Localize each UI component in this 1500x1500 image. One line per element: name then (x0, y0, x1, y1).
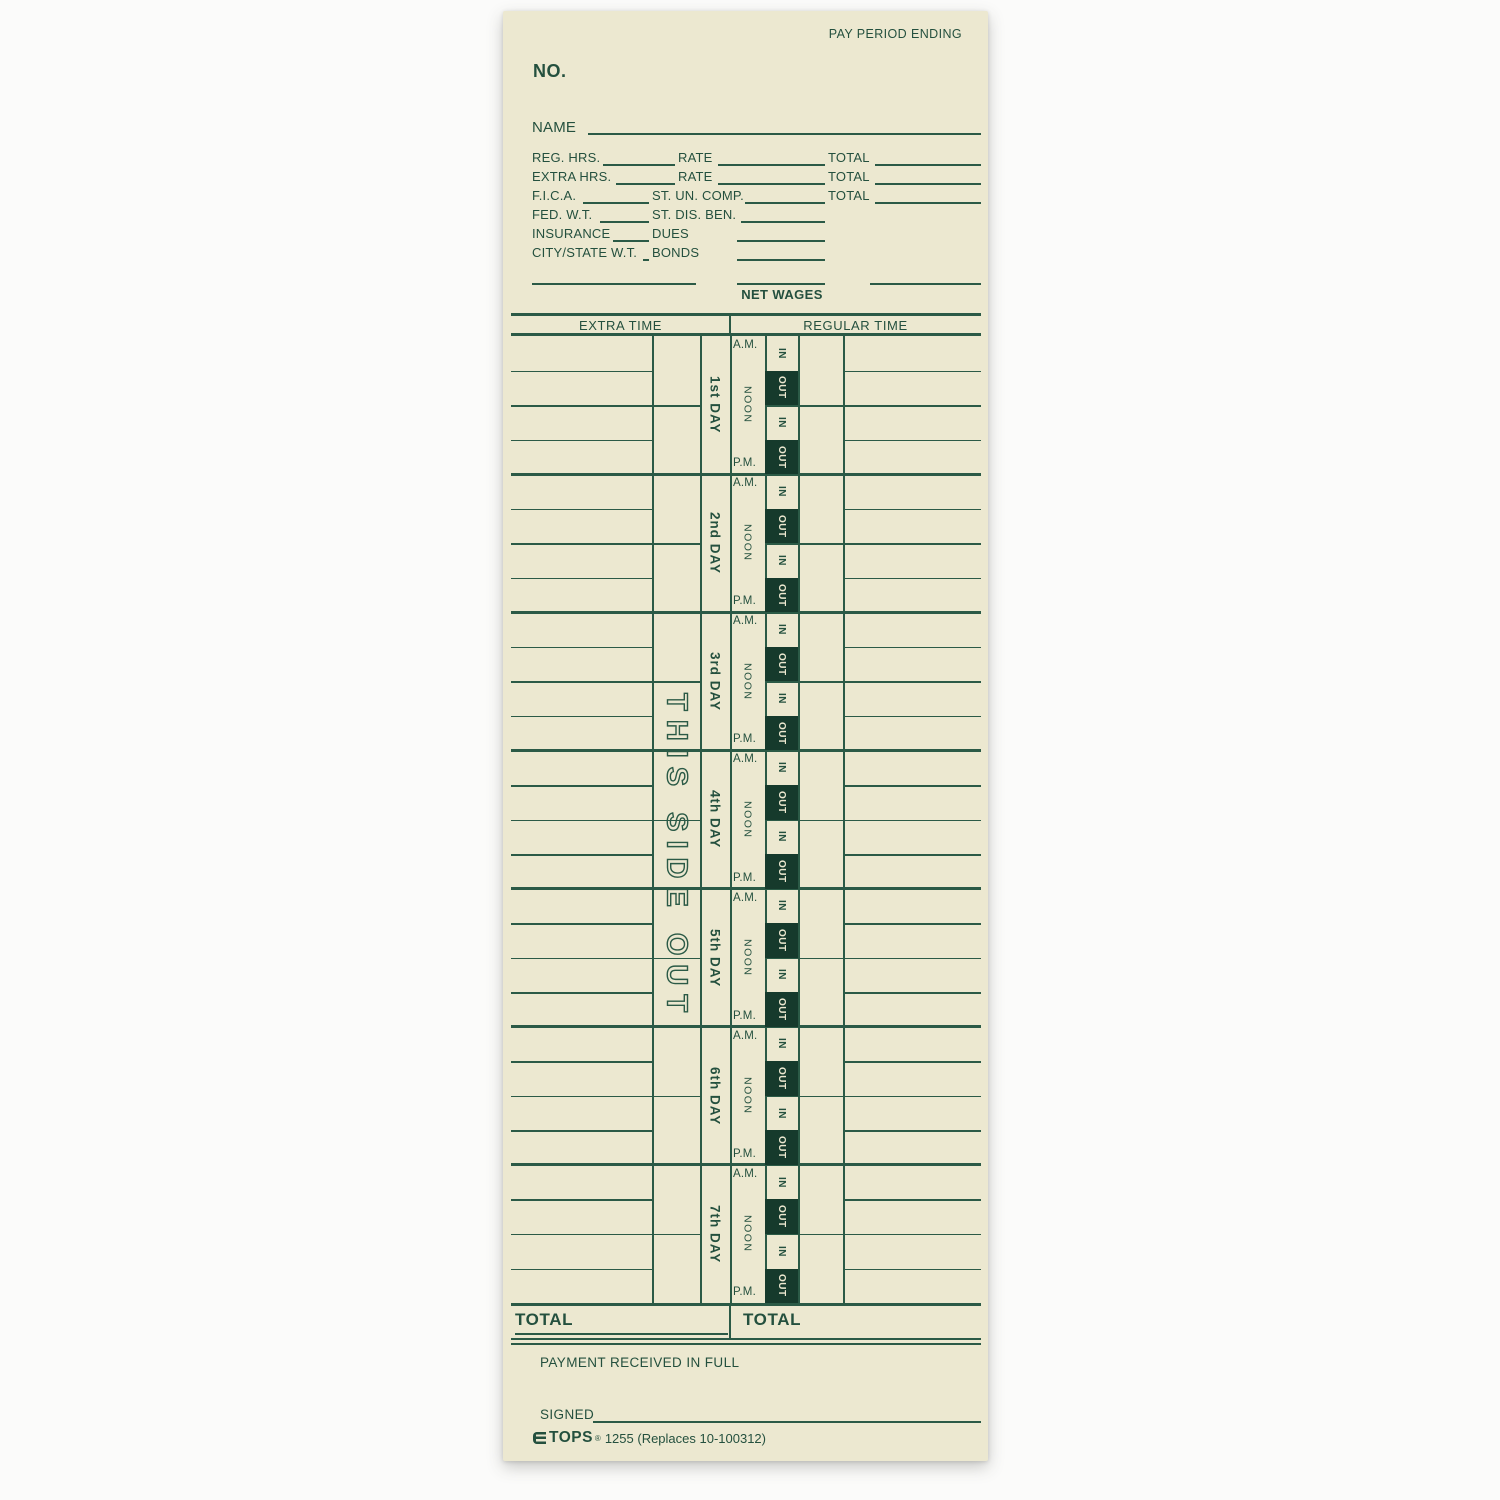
vertical-text: IN (776, 969, 787, 981)
extra-time-row-line (511, 992, 652, 994)
total-row-top-rule (511, 1303, 981, 1306)
vertical-text: 5th DAY (707, 928, 723, 987)
punch-out-cell (765, 1199, 798, 1234)
vertical-text: NOON (741, 1077, 754, 1115)
period-label-noon (730, 923, 765, 992)
punch-in-cell (765, 958, 798, 993)
payroll-label: ST. DIS. BEN. (652, 207, 737, 222)
payroll-label: TOTAL (828, 150, 870, 165)
header-band-top-rule (511, 313, 981, 316)
payroll-label: DUES (652, 226, 689, 241)
regular-time-header: REGULAR TIME (803, 318, 908, 333)
period-label-am: A.M. (733, 339, 758, 351)
blank-write-line (583, 188, 649, 204)
period-label-pm: P.M. (733, 595, 756, 608)
vertical-text: OUT (776, 376, 787, 400)
bottom-double-rule-1 (511, 1338, 981, 1340)
payroll-label: NAME (532, 119, 577, 136)
blank-write-line (718, 150, 825, 166)
vertical-text: OUT (776, 1067, 787, 1090)
signature-line (593, 1405, 981, 1423)
vertical-text: OUT (776, 929, 787, 952)
punch-in-cell (765, 750, 798, 785)
vertical-text: IN (776, 554, 787, 566)
extra-time-row-line (511, 647, 652, 649)
day-separator-line (511, 1163, 981, 1166)
time-card (503, 11, 988, 1461)
regular-time-row-line (843, 440, 981, 442)
blank-write-line (718, 169, 825, 185)
punch-in-cell (765, 336, 798, 371)
vertical-text: OUT (776, 583, 787, 607)
extra-time-row-line (511, 509, 652, 511)
punch-out-cell (765, 440, 798, 475)
payroll-label: F.I.C.A. (532, 188, 577, 203)
punch-out-cell (765, 716, 798, 751)
punch-in-cell (765, 1165, 798, 1200)
punch-out-cell (765, 854, 798, 889)
vertical-text: IN (776, 1038, 787, 1050)
payroll-label: EXTRA HRS. (532, 169, 612, 184)
day-separator-line (511, 749, 981, 752)
regular-time-row-line (843, 716, 981, 718)
tops-logo-icon (533, 1432, 546, 1444)
vertical-text: OUT (776, 514, 787, 538)
day-label (700, 1027, 730, 1165)
extra-time-row-line (511, 1199, 652, 1201)
extra-time-row-line (511, 371, 652, 373)
punch-out-cell (765, 1061, 798, 1096)
midday-line-left (511, 405, 700, 407)
vertical-text: THIS SIDE OUT (660, 692, 693, 1022)
vertical-text: OUT (776, 998, 787, 1021)
punch-in-cell (765, 1096, 798, 1131)
vertical-text: NOON (741, 938, 754, 977)
payroll-label: RATE (678, 150, 713, 165)
vertical-text: IN (776, 831, 787, 843)
period-label-noon (730, 1061, 765, 1130)
regular-time-row-line (843, 1269, 981, 1271)
blank-write-line (875, 150, 981, 166)
midday-line-left (511, 543, 700, 545)
blank-write-line (737, 269, 825, 285)
vertical-text: OUT (776, 652, 787, 676)
punch-out-cell (765, 1130, 798, 1165)
regular-time-total-label: TOTAL (743, 1310, 802, 1329)
day-separator-line (511, 1025, 981, 1028)
this-side-out-watermark (652, 633, 700, 1081)
punch-out-cell (765, 509, 798, 544)
period-label-pm: P.M. (733, 1009, 756, 1022)
punch-out-cell (765, 1269, 798, 1304)
vertical-text: IN (776, 485, 787, 497)
midday-line-left (511, 1096, 700, 1098)
extra-time-total-label: TOTAL (515, 1310, 574, 1329)
day-separator-line (511, 611, 981, 614)
card-number-label: NO. (533, 61, 567, 81)
period-label-noon (730, 371, 765, 440)
blank-write-line (875, 188, 981, 204)
extra-time-row-line (511, 785, 652, 787)
extra-time-header: EXTRA TIME (578, 318, 663, 333)
day-separator-line (511, 887, 981, 890)
punch-in-cell (765, 1027, 798, 1062)
vertical-text: IN (776, 347, 787, 359)
punch-in-cell (765, 681, 798, 716)
blank-write-line (603, 150, 675, 166)
day-label (700, 750, 730, 888)
punch-in-cell (765, 543, 798, 578)
payroll-label: REG. HRS. (532, 150, 601, 165)
vertical-text: NOON (741, 1215, 754, 1253)
period-label-pm: P.M. (733, 733, 756, 746)
vertical-text: OUT (776, 1205, 787, 1228)
vertical-text: OUT (776, 1274, 787, 1298)
extra-time-row-line (511, 578, 652, 580)
vertical-text: NOON (741, 800, 754, 839)
blank-write-line (737, 226, 825, 242)
extra-time-row-line (511, 1061, 652, 1063)
period-label-am: A.M. (733, 615, 758, 628)
vertical-text: IN (776, 416, 787, 428)
punch-out-cell (765, 923, 798, 958)
regular-time-row-line (843, 785, 981, 787)
payroll-label: CITY/STATE W.T. (532, 245, 638, 260)
extra-time-row-line (511, 1269, 652, 1271)
punch-in-cell (765, 1234, 798, 1269)
extra-time-row-line (511, 1130, 652, 1132)
regular-time-row-line (843, 1130, 981, 1132)
vertical-text: IN (776, 900, 787, 912)
payroll-label: ST. UN. COMP. (652, 188, 744, 203)
punch-out-cell (765, 992, 798, 1027)
payroll-label: FED. W.T. (532, 207, 593, 222)
vertical-text: IN (776, 762, 787, 774)
extra-time-row-line (511, 923, 652, 925)
payment-received-label: PAYMENT RECEIVED IN FULL (540, 1355, 740, 1370)
punch-out-cell (765, 578, 798, 613)
regular-time-row-line (843, 1199, 981, 1201)
total-row-divider (729, 1303, 731, 1338)
day-label (700, 1165, 730, 1303)
blank-write-line (741, 207, 825, 223)
punch-in-cell (765, 612, 798, 647)
punch-out-cell (765, 371, 798, 406)
period-label-noon (730, 509, 765, 578)
regular-time-row-line (843, 854, 981, 856)
regular-time-row-line (843, 992, 981, 994)
vertical-text: IN (776, 1107, 787, 1119)
bottom-double-rule-2 (511, 1343, 981, 1345)
extra-time-row-line (511, 716, 652, 718)
punch-in-cell (765, 474, 798, 509)
vertical-text: NOON (741, 386, 754, 424)
vertical-text: OUT (776, 1136, 787, 1159)
payroll-label: TOTAL (828, 169, 870, 184)
day-separator-line (511, 473, 981, 476)
vertical-text: IN (776, 1245, 787, 1257)
day-label (700, 889, 730, 1027)
period-label-am: A.M. (733, 891, 758, 904)
payroll-label: RATE (678, 169, 713, 184)
vertical-text: 6th DAY (707, 1066, 723, 1125)
blank-write-line (613, 226, 649, 242)
payroll-label: BONDS (652, 245, 700, 260)
period-label-am: A.M. (733, 1167, 758, 1180)
period-label-noon (730, 647, 765, 716)
period-label-am: A.M. (733, 753, 758, 766)
punch-in-cell (765, 889, 798, 924)
blank-write-line (616, 169, 675, 185)
period-label-noon (730, 785, 765, 854)
vertical-text: 1st DAY (707, 376, 723, 434)
vertical-text: NOON (741, 524, 754, 562)
period-label-pm: P.M. (733, 1147, 756, 1160)
registered-mark: ® (594, 1433, 601, 1443)
vertical-text: OUT (776, 790, 787, 814)
vertical-text: IN (776, 1176, 787, 1188)
vertical-text: 3rd DAY (707, 651, 723, 711)
period-label-pm: P.M. (733, 871, 756, 884)
blank-write-line (600, 207, 649, 223)
signed-label: SIGNED (540, 1407, 595, 1422)
vertical-text: NOON (741, 662, 754, 701)
punch-out-cell (765, 647, 798, 682)
punch-in-cell (765, 820, 798, 855)
header-band-bottom-rule (511, 333, 981, 336)
vertical-text: 2nd DAY (707, 512, 723, 575)
payroll-label: INSURANCE (532, 226, 611, 241)
vertical-text: OUT (776, 445, 787, 469)
regular-time-row-line (843, 1061, 981, 1063)
regular-time-row-line (843, 578, 981, 580)
period-label-am: A.M. (733, 477, 758, 490)
extra-time-row-line (511, 440, 652, 442)
vertical-text: IN (776, 693, 787, 705)
period-label-noon (730, 1199, 765, 1268)
day-label (700, 474, 730, 612)
blank-write-line (588, 119, 981, 135)
period-label-am: A.M. (733, 1029, 758, 1042)
pay-period-ending-label: PAY PERIOD ENDING (828, 27, 962, 41)
midday-line-left (511, 1234, 700, 1236)
vertical-text: IN (776, 624, 787, 636)
vertical-text: 4th DAY (707, 790, 723, 849)
punch-out-cell (765, 785, 798, 820)
brand-name: TOPS (549, 1429, 593, 1446)
vertical-text: 7th DAY (707, 1204, 723, 1264)
blank-write-line (875, 169, 981, 185)
blank-write-line (737, 245, 825, 261)
payroll-label: TOTAL (828, 188, 870, 203)
regular-time-row-line (843, 509, 981, 511)
blank-write-line (532, 269, 696, 285)
vertical-text: OUT (776, 859, 787, 883)
day-label (700, 336, 730, 474)
brand-row (533, 1429, 766, 1447)
period-label-pm: P.M. (733, 1286, 756, 1298)
total-write-line (515, 1333, 728, 1335)
vertical-text: OUT (776, 721, 787, 745)
period-label-pm: P.M. (733, 457, 756, 470)
blank-write-line (643, 245, 649, 261)
regular-time-row-line (843, 371, 981, 373)
regular-time-row-line (843, 923, 981, 925)
net-wages-label: NET WAGES (741, 287, 823, 302)
regular-time-row-line (843, 647, 981, 649)
blank-write-line (870, 269, 981, 285)
form-number-note: 1255 (Replaces 10-100312) (604, 1430, 766, 1446)
punch-in-cell (765, 405, 798, 440)
blank-write-line (745, 188, 825, 204)
extra-time-row-line (511, 854, 652, 856)
day-label (700, 612, 730, 750)
